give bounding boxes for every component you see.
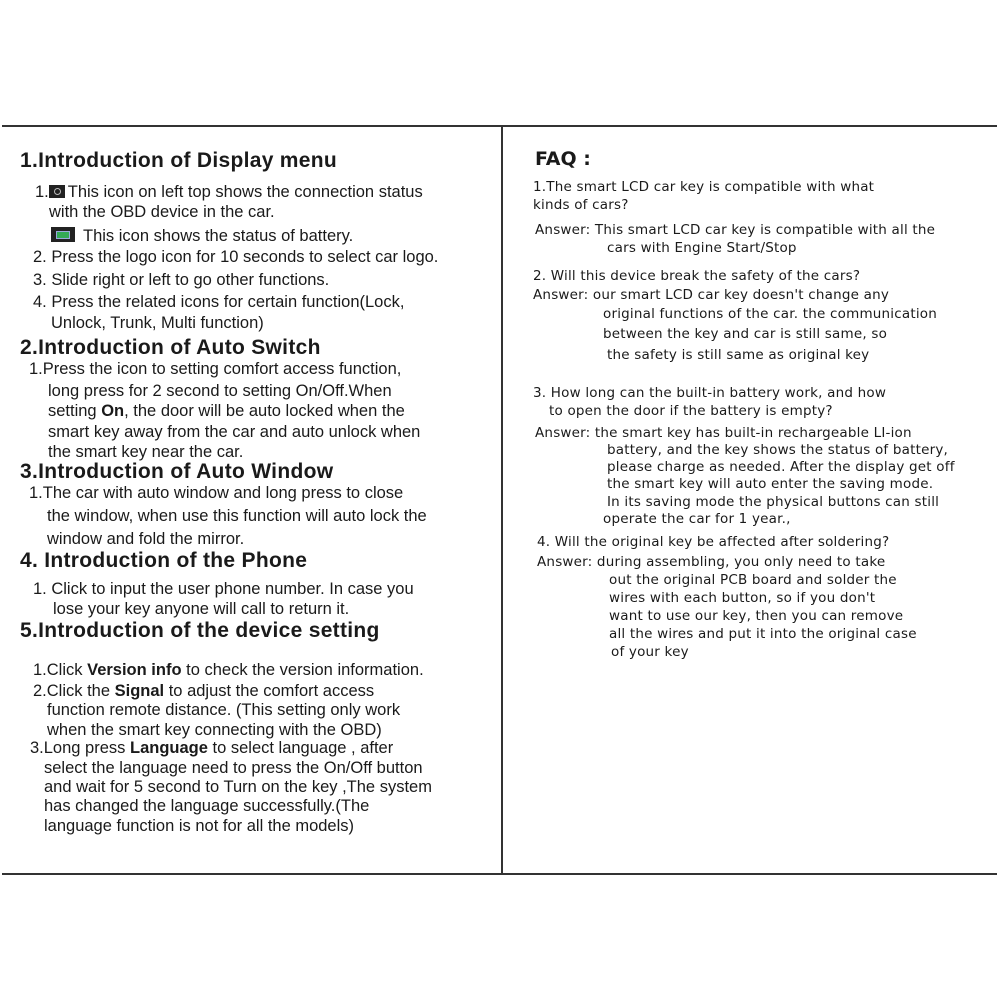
section-5-line: has changed the language successfully.(The xyxy=(44,797,370,815)
obd-connection-icon xyxy=(49,185,65,198)
section-1-item-2: 2. Press the logo icon for 10 seconds to select car logo. xyxy=(33,248,439,266)
faq-answer-3-cont: the smart key will auto enter the saving mode. xyxy=(607,476,934,492)
faq-answer-3-cont: operate the car for 1 year., xyxy=(603,511,791,527)
section-5-line: 1.Click Version info to check the version information. xyxy=(33,661,424,679)
section-1-title: 1.Introduction of Display menu xyxy=(20,149,338,172)
faq-answer-3-cont: In its saving mode the physical buttons can still xyxy=(607,494,940,510)
section-5-line: function remote distance. (This setting only work xyxy=(47,701,401,719)
item-number: 1. xyxy=(35,183,49,201)
faq-answer-4-cont: all the wires and put it into the original case xyxy=(609,626,917,642)
item-text: This icon on left top shows the connection status xyxy=(67,183,423,201)
section-2-line: long press for 2 second to setting On/Off.When xyxy=(48,382,392,400)
section-5-line: when the smart key connecting with the OBD) xyxy=(47,721,382,739)
section-5-line: 3.Long press Language to select language , after xyxy=(30,739,394,757)
faq-answer-4-cont: of your key xyxy=(611,644,689,660)
section-5-line: language function is not for all the models) xyxy=(44,817,355,835)
faq-answer-4: Answer: during assembling, you only need to take xyxy=(537,554,886,570)
faq-question-1: 1.The smart LCD car key is compatible with what xyxy=(533,179,875,195)
section-5-title: 5.Introduction of the device setting xyxy=(20,619,380,642)
section-1-item-1-cont: with the OBD device in the car. xyxy=(49,203,275,221)
faq-question-1-cont: kinds of cars? xyxy=(533,197,629,213)
section-4-title: 4. Introduction of the Phone xyxy=(20,549,308,572)
section-5-line: select the language need to press the On/Off button xyxy=(44,759,423,777)
faq-question-3: 3. How long can the built-in battery work, and how xyxy=(533,385,887,401)
signal-keyword: Signal xyxy=(114,682,165,700)
manual-page xyxy=(2,125,997,875)
item-text: This icon shows the status of battery. xyxy=(83,227,354,245)
faq-question-3-cont: to open the door if the battery is empty? xyxy=(549,403,833,419)
section-4-line: lose your key anyone will call to return it. xyxy=(53,600,350,618)
section-1-item-4-cont: Unlock, Trunk, Multi function) xyxy=(51,314,264,332)
faq-answer-2-cont: the safety is still same as original key xyxy=(607,347,870,363)
faq-answer-4-cont: wires with each button, so if you don't xyxy=(609,590,876,606)
faq-answer-2-cont: original functions of the car. the communication xyxy=(603,306,938,322)
section-3-line: window and fold the mirror. xyxy=(47,530,245,548)
section-2-line: 1.Press the icon to setting comfort access function, xyxy=(29,360,402,378)
battery-icon xyxy=(51,227,75,242)
faq-answer-2-cont: between the key and car is still same, so xyxy=(603,326,888,342)
faq-answer-2: Answer: our smart LCD car key doesn't change any xyxy=(533,287,890,303)
faq-answer-4-cont: want to use our key, then you can remove xyxy=(609,608,904,624)
faq-answer-4-cont: out the original PCB board and solder the xyxy=(609,572,897,588)
version-info-keyword: Version info xyxy=(87,661,182,679)
right-column xyxy=(503,127,997,873)
section-3-line: the window, when use this function will auto lock the xyxy=(47,507,427,525)
section-4-line: 1. Click to input the user phone number. In case you xyxy=(33,580,414,598)
section-2-title: 2.Introduction of Auto Switch xyxy=(20,336,321,359)
faq-question-2: 2. Will this device break the safety of the cars? xyxy=(533,268,861,284)
faq-question-4: 4. Will the original key be affected after soldering? xyxy=(537,534,890,550)
section-5-line: 2.Click the Signal to adjust the comfort access xyxy=(33,682,375,700)
faq-answer-1: Answer: This smart LCD car key is compatible with all the xyxy=(535,222,936,238)
section-2-line: the smart key near the car. xyxy=(48,443,244,461)
section-3-title: 3.Introduction of Auto Window xyxy=(20,460,334,483)
section-3-line: 1.The car with auto window and long press to close xyxy=(29,484,404,502)
on-keyword: On xyxy=(101,402,125,420)
faq-title: FAQ : xyxy=(535,148,591,170)
section-1-item-1 xyxy=(35,183,423,202)
section-2-line: setting On, the door will be auto locked when the xyxy=(48,402,405,420)
language-keyword: Language xyxy=(129,739,208,757)
faq-answer-1-cont: cars with Engine Start/Stop xyxy=(607,240,797,256)
faq-answer-3-cont: please charge as needed. After the display get off xyxy=(607,459,955,475)
section-5-line: and wait for 5 second to Turn on the key ,The system xyxy=(44,778,432,796)
section-1-battery-line xyxy=(51,227,353,246)
section-1-item-3: 3. Slide right or left to go other functions. xyxy=(33,271,330,289)
faq-answer-3-cont: battery, and the key shows the status of battery, xyxy=(607,442,949,458)
left-column xyxy=(2,127,501,873)
section-1-item-4: 4. Press the related icons for certain function(Lock, xyxy=(33,293,405,311)
section-2-line: smart key away from the car and auto unlock when xyxy=(48,423,421,441)
faq-answer-3: Answer: the smart key has built-in rechargeable LI-ion xyxy=(535,425,912,441)
